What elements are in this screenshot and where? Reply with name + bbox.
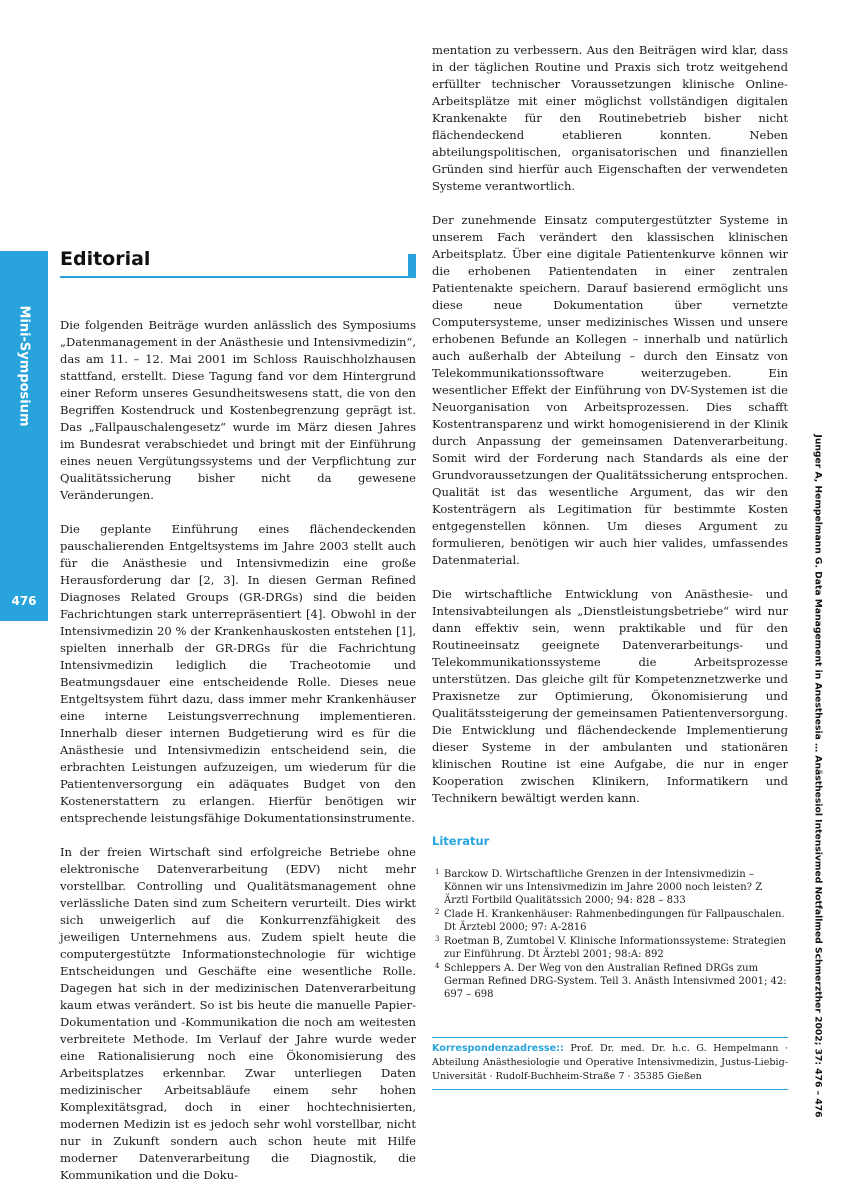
correspondence-box — [432, 1037, 788, 1090]
page-number: 476 — [11, 594, 37, 608]
correspondence-address: Prof. Dr. med. Dr. h.c. G. Hempelmann · Abteilung Anästhesiologie und Operative Intensivmedizin, Justus-Liebig-Universität · Rudolf-Buchheim-Straße 7 · 35385 Gießen — [432, 1043, 788, 1082]
reference-number: 4 — [435, 962, 440, 970]
section-tab-label: Mini-Symposium — [16, 305, 32, 427]
reference-number: 1 — [435, 868, 440, 876]
editorial-heading: Editorial — [60, 248, 151, 270]
right-column — [432, 42, 788, 1090]
paragraph: mentation zu verbessern. Aus den Beiträgen wird klar, dass in der täglichen Routine und Praxis sich trotz weitgehend erfüllter technischer Voraussetzungen klinische Online-Arbeitsplätze mit einer möglichst vollständigen digitalen Krankenakte für den Routinebetrieb bisher nicht flächendeckend etablieren konnten. Neben abteilungspolitischen, organisatorischen und finanziellen Gründen sind hierfür auch Eigenschaften der verwendeten Systeme verantwortlich. — [432, 43, 788, 193]
left-column — [60, 317, 416, 1201]
reference-text: Barckow D. Wirtschaftliche Grenzen in der Intensivmedizin – Können wir uns Intensivmedizin im Jahre 2000 noch leisten? Z Ärztl Fortbild Qualitätssich 2000; 94: 828 – 833 — [444, 869, 763, 906]
reference-item — [432, 908, 788, 934]
reference-list — [432, 868, 788, 1001]
reference-text: Schleppers A. Der Weg von den Australian Refined DRGs zum German Refined DRG-System. Teil 3. Anästh Intensivmed 2001; 42: 697 – 698 — [444, 963, 787, 1000]
heading-accent-block — [408, 254, 416, 278]
reference-number: 2 — [435, 908, 440, 916]
citation-text: Junger A, Hempelmann G. Data Management in Anesthesia … Anästhesiol Intensivmed Notfallmed Schmerzther 2002; 37: 476 – 476 — [812, 434, 824, 1118]
paragraph: In der freien Wirtschaft sind erfolgreiche Betriebe ohne elektronische Datenverarbeitung (EDV) nicht mehr vorstellbar. Controlling und Qualitätsmanagement ohne verlässliche Daten sind zum Scheitern verurteilt. Dies wirkt sich unweigerlich auf die Konkurrenzfähigkeit des jeweiligen Unternehmens aus. Zudem spielt heute die computergestützte Informationstechnologie für wichtige Entscheidungen und Geschäfte eine wesentliche Rolle. Dagegen hat sich in der medizinischen Datenverarbeitung kaum etwas verändert. So ist bis heute die manuelle Papier-Dokumentation und -Kommunikation die noch am weitesten verbreitete Methode. Im Verlauf der Jahre wurde weder eine Rationalisierung noch eine Ökonomisierung des Arbeitsplatzes erkennbar. Zwar unterliegen Daten medizinischer Arbeitsabläufe einem sehr hohen Komplexitätsgrad, doch in einer hochtechnisierten, modernen Medizin ist es jedoch sehr wohl vorstellbar, nicht nur in Zukunft sondern auch schon heute mit Hilfe moderner Datenverarbeitung die Diagnostik, die Kommunikation und die Doku- — [60, 845, 416, 1182]
paragraph: Die geplante Einführung eines flächendeckenden pauschalierenden Entgeltsystems im Jahre 2003 stellt auch für die Anästhesie und Intensivmedizin eine große Herausforderung dar [2, 3]. In diesen German Refined Diagnoses Related Groups (GR-DRGs) sind die beiden Fachrichtungen stark unterrepräsentiert [4]. Obwohl in der Intensivmedizin 20 % der Krankenhauskosten entstehen [1], spielten innerhalb der GR-DRGs für die Fachrichtung Intensivmedizin lediglich die Tracheotomie und Beatmungsdauer eine entscheidende Rolle. Dieses neue Entgeltsystem führt dazu, dass immer mehr Krankenhäuser eine interne Leistungsverrechnung implementieren. Innerhalb dieser internen Budgetierung wird es für die Anästhesie und Intensivmedizin entscheidend sein, die erbrachten Leistungen aufzuzeigen, um wiederum für die Patientenversorgung ein adäquates Budget von den Kostenerstattern zu erlangen. Hierfür benötigen wir entsprechende leistungsfähige Dokumentationsinstrumente. — [60, 522, 416, 825]
reference-item — [432, 935, 788, 961]
paragraph: Die folgenden Beiträge wurden anlässlich des Symposiums „Datenmanagement in der Anästhesie und Intensivmedizin“, das am 11. – 12. Mai 2001 im Schloss Rauischholzhausen stattfand, erstellt. Diese Tagung fand vor dem Hintergrund einer Reform unseres Gesundheitswesens statt, die von den Begriffen Kostendruck und Kostenbegrenzung geprägt ist. Das „Fallpauschalengesetz“ wurde im März diesen Jahres im Bundesrat verabschiedet und bringt mit der Einführung eines neuen Vergütungssystems und der Verpflichtung zur Qualitätssicherung bisher nicht da gewesene Veränderungen. — [60, 318, 416, 502]
editorial-heading-block — [60, 248, 416, 278]
reference-number: 3 — [435, 935, 440, 943]
heading-rule — [60, 276, 408, 278]
reference-item — [432, 962, 788, 1001]
correspondence-label: Korrespondenzadresse:: — [432, 1043, 564, 1054]
paragraph: Der zunehmende Einsatz computergestützter Systeme in unserem Fach verändert den klassischen klinischen Arbeitsplatz. Über eine digitale Patientenkurve können wir die erhobenen Patientendaten in einer zentralen Patientenakte speichern. Darauf basierend ermöglicht uns diese neue Dokumentation über vernetzte Computersysteme, unser medizinisches Wissen und unsere erhobenen Befunde an Kollegen – innerhalb und natürlich auch außerhalb der Abteilung – durch den Einsatz von Telekommunikationssoftware weiterzugeben. Ein wesentlicher Effekt der Einführung von DV-Systemen ist die Neuorganisation von Arbeitsprozessen. Dies schafft Kostentransparenz und wirkt homogenisierend in der Klinik durch Anpassung der gemeinsamen Datenverarbeitung. Somit wird der Forderung nach Standards als eine der Grundvoraussetzungen der Qualitätssicherung entsprochen. Qualität ist das wesentliche Argument, das wir den Kostenträgern als Legitimation für bestimmte Kosten entgegenstellen können. Um dieses Argument zu formulieren, benötigen wir auch hier valides, umfassendes Datenmaterial. — [432, 213, 788, 567]
reference-item — [432, 868, 788, 907]
paragraph: Die wirtschaftliche Entwicklung von Anästhesie- und Intensivabteilungen als „Dienstleistungsbetriebe“ wird nur dann effektiv sein, wenn praktikable und für den Routineeinsatz geeignete Datenverarbeitungs- und Telekommunikationssysteme die Arbeitsprozesse unterstützen. Das gleiche gilt für Kompetenznetzwerke und Praxisnetze zur Optimierung, Ökonomisierung und Qualitätssteigerung der gemeinsamen Patientenversorgung. Die Entwicklung und flächendeckende Implementierung dieser Systeme in der ambulanten und stationären klinischen Routine ist eine Aufgabe, die nur in enger Kooperation zwischen Klinikern, Informatikern und Technikern bewältigt werden kann. — [432, 587, 788, 805]
section-tab — [0, 251, 48, 621]
citation-strip — [808, 434, 828, 1118]
reference-text: Roetman B, Zumtobel V. Klinische Informationssysteme: Strategien zur Einführung. Dt Ärztebl 2001; 98:A: 892 — [444, 936, 786, 960]
literature-heading: Literatur — [432, 834, 490, 848]
reference-text: Clade H. Krankenhäuser: Rahmenbedingungen für Fallpauschalen. Dt Ärztebl 2000; 97: A-2816 — [444, 909, 785, 933]
